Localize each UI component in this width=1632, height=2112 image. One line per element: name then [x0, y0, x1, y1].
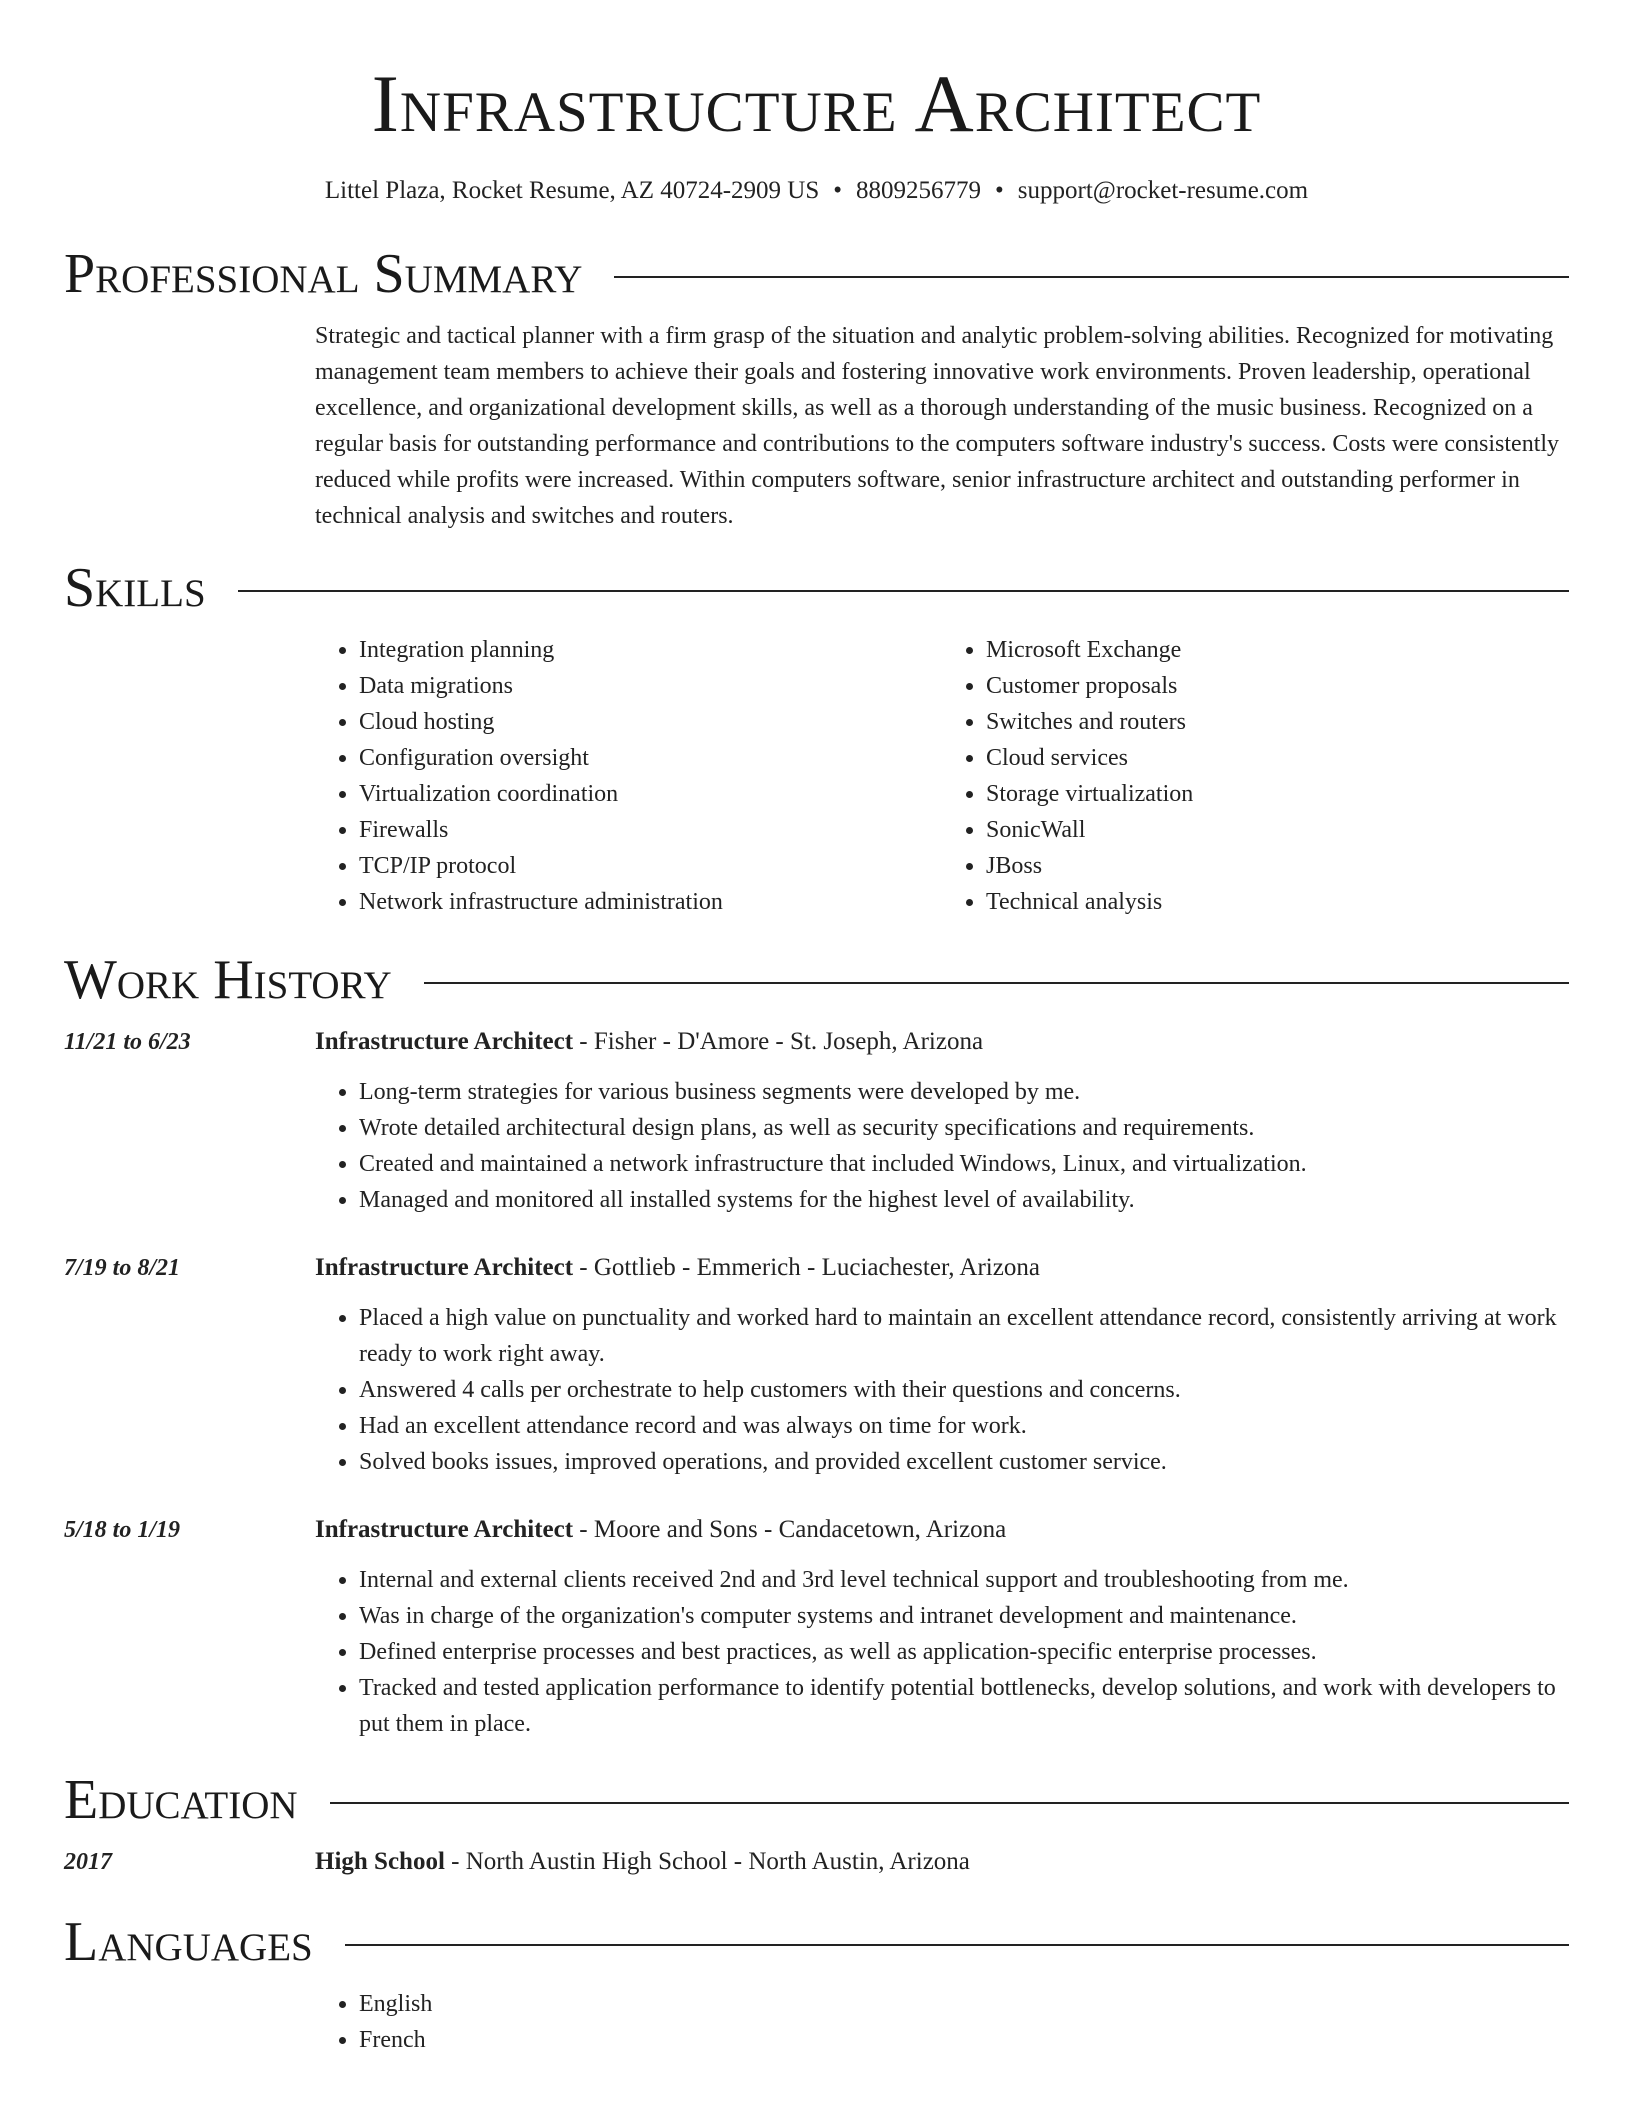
skill-item: • Cloud services	[986, 740, 1569, 776]
skill-item: • Switches and routers	[986, 704, 1569, 740]
education-heading	[315, 1842, 970, 1882]
job-details: - Moore and Sons - Candacetown, Arizona	[573, 1516, 1007, 1543]
job-entry	[64, 1022, 1569, 1218]
job-bullet: • Wrote detailed architectural design plans, as well as security specifications and requirements.	[359, 1110, 1307, 1146]
summary-text: Strategic and tactical planner with a firm grasp of the situation and analytic problem-solving abilities. Recognized for motivating management team members to achieve their goals and fostering innovative work environments. Proven leadership, operational excellence, and organizational development skills, as well as a thorough understanding of the music business. Recognized on a regular basis for outstanding performance and contributions to the computers software industry's success. Costs were consistently reduced while profits were increased. Within computers software, senior infrastructure architect and outstanding performer in technical analysis and switches and routers.	[315, 323, 1560, 529]
job-bullet: • Answered 4 calls per orchestrate to help customers with their questions and concerns.	[359, 1372, 1569, 1408]
contact-separator: •	[995, 177, 1004, 204]
job-dates: 11/21 to 6/23	[64, 1029, 191, 1055]
job-bullet: • Tracked and tested application performance to identify potential bottlenecks, develop solutions, and work with developers to put them in place.	[359, 1670, 1569, 1742]
contact-line	[64, 174, 1569, 208]
section-rule	[614, 276, 1569, 278]
section-header-summary	[64, 242, 1569, 306]
section-rule	[238, 590, 1569, 592]
section-rule	[330, 1802, 1569, 1804]
skills-list-right	[942, 632, 1569, 920]
skill-item: • Virtualization coordination	[359, 776, 942, 812]
languages-block	[315, 1986, 1569, 2058]
job-bullet: • Managed and monitored all installed systems for the highest level of availability.	[359, 1182, 1307, 1218]
address: Littel Plaza, Rocket Resume, AZ 40724-2909 US	[324, 177, 820, 204]
contact-separator: •	[833, 177, 843, 204]
job-bullet: • Internal and external clients received 2nd and 3rd level technical support and troubleshooting from me.	[359, 1562, 1569, 1598]
section-rule	[424, 982, 1569, 984]
skill-item: • TCP/IP protocol	[359, 848, 942, 884]
phone: 8809256779	[856, 177, 982, 204]
candidate-name: Infrastructure Architect	[371, 58, 1262, 149]
job-details: - Fisher - D'Amore - St. Joseph, Arizona	[573, 1028, 984, 1055]
job-bullet: • Long-term strategies for various business segments were developed by me.	[359, 1074, 1307, 1110]
job-bullet: • Had an excellent attendance record and was always on time for work.	[359, 1408, 1569, 1444]
job-title: Infrastructure Architect	[315, 1254, 574, 1281]
skill-item: • Configuration oversight	[359, 740, 942, 776]
section-header-skills	[64, 556, 1569, 620]
education-degree: High School	[315, 1848, 445, 1875]
skill-item: • Microsoft Exchange	[986, 632, 1569, 668]
job-title: Infrastructure Architect	[315, 1516, 574, 1543]
job-heading	[315, 1510, 1569, 1550]
language-item: • French	[359, 2022, 1569, 2058]
language-item: • English	[359, 1986, 1569, 2022]
skill-item: • Network infrastructure administration	[359, 884, 942, 920]
job-dates: 5/18 to 1/19	[64, 1517, 181, 1543]
job-bullet: • Solved books issues, improved operations, and provided excellent customer service.	[359, 1444, 1569, 1480]
job-bullet: • Created and maintained a network infrastructure that included Windows, Linux, and virtualization.	[359, 1146, 1307, 1182]
job-bullets	[315, 1074, 1307, 1218]
job-bullet: • Was in charge of the organization's computer systems and intranet development and maintenance.	[359, 1598, 1569, 1634]
job-heading	[315, 1022, 1307, 1062]
skill-item: • Cloud hosting	[359, 704, 942, 740]
job-entry	[64, 1248, 1569, 1480]
skill-item: • Technical analysis	[986, 884, 1569, 920]
languages-list	[315, 1986, 1569, 2058]
section-header-work	[64, 948, 1569, 1012]
section-title-summary: Professional Summary	[64, 243, 583, 305]
skill-item: • Integration planning	[359, 632, 942, 668]
education-entry	[64, 1842, 1569, 1882]
job-heading	[315, 1248, 1569, 1288]
email: support@rocket-resume.com	[1017, 177, 1309, 204]
skill-item: • SonicWall	[986, 812, 1569, 848]
skill-item: • Customer proposals	[986, 668, 1569, 704]
skill-item: • Storage virtualization	[986, 776, 1569, 812]
education-year: 2017	[64, 1849, 112, 1875]
job-entry	[64, 1510, 1569, 1742]
skill-item: • JBoss	[986, 848, 1569, 884]
job-bullets	[315, 1300, 1569, 1480]
job-bullet: • Defined enterprise processes and best practices, as well as application-specific enterprise processes.	[359, 1634, 1569, 1670]
section-title-work: Work History	[64, 949, 392, 1011]
job-bullets	[315, 1562, 1569, 1742]
section-header-education	[64, 1768, 1569, 1832]
job-title: Infrastructure Architect	[315, 1028, 574, 1055]
job-details: - Gottlieb - Emmerich - Luciachester, Arizona	[573, 1254, 1040, 1281]
section-title-skills: Skills	[64, 557, 206, 619]
section-rule	[345, 1944, 1569, 1946]
skill-item: • Firewalls	[359, 812, 942, 848]
section-title-education: Education	[64, 1769, 298, 1831]
education-details: - North Austin High School - North Austin, Arizona	[444, 1848, 970, 1875]
skills-columns	[315, 632, 1569, 920]
skill-item: • Data migrations	[359, 668, 942, 704]
section-header-languages	[64, 1910, 1569, 1974]
skills-list-left	[315, 632, 942, 920]
section-title-languages: Languages	[64, 1911, 313, 1973]
job-bullet: • Placed a high value on punctuality and worked hard to maintain an excellent attendance record, consistently arriving at work ready to work right away.	[359, 1300, 1569, 1372]
job-dates: 7/19 to 8/21	[64, 1255, 181, 1281]
